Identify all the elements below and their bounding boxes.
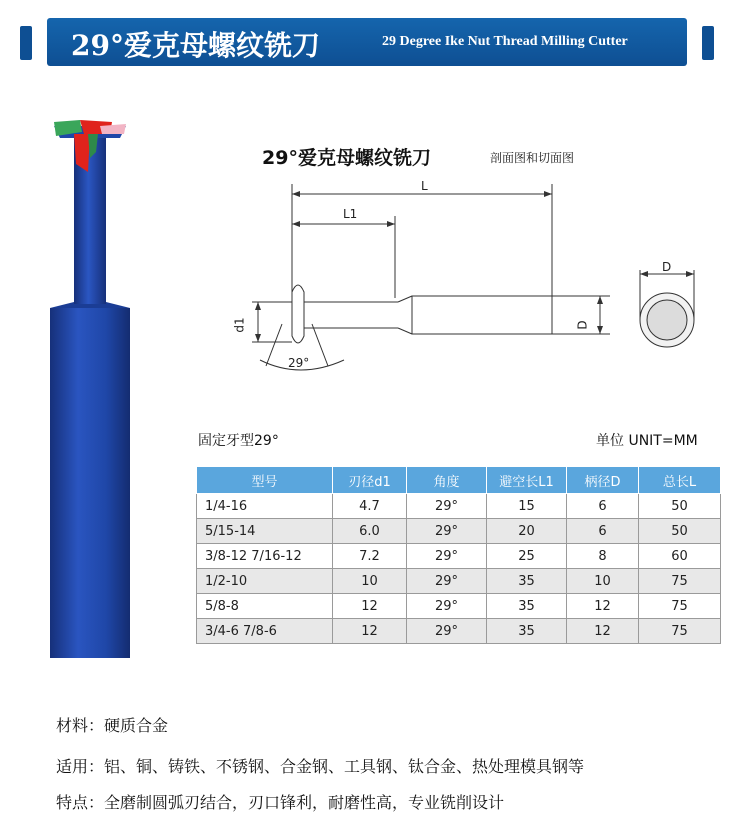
cell-L: 75 — [639, 569, 721, 594]
banner-left-tab — [20, 26, 32, 60]
header-d1: 刃径d1 — [333, 467, 407, 494]
cutter-shank — [50, 308, 130, 658]
cell-angle: 29° — [407, 519, 487, 544]
cell-model: 1/2-10 — [197, 569, 333, 594]
cutter-illustration — [40, 112, 135, 662]
cell-D: 12 — [567, 619, 639, 644]
header-angle: 角度 — [407, 467, 487, 494]
table-row — [197, 544, 721, 569]
cell-L: 75 — [639, 594, 721, 619]
drawing-caption: 剖面图和切面图 — [490, 151, 575, 165]
cell-L1: 25 — [487, 544, 567, 569]
cell-d1: 10 — [333, 569, 407, 594]
cell-angle: 29° — [407, 544, 487, 569]
cell-d1: 12 — [333, 619, 407, 644]
cell-d1: 4.7 — [333, 494, 407, 519]
banner-title: 29°爱克母螺纹铣刀 — [71, 29, 320, 62]
header-L: 总长L — [639, 467, 721, 494]
banner-right-tab — [702, 26, 714, 60]
fixed-profile-label: 固定牙型29° — [198, 433, 279, 449]
table-row — [197, 594, 721, 619]
cell-D: 10 — [567, 569, 639, 594]
dim-label-L: L — [421, 179, 428, 193]
header-L1: 避空长L1 — [487, 467, 567, 494]
cell-D: 6 — [567, 494, 639, 519]
cell-model: 3/8-12 7/16-12 — [197, 544, 333, 569]
cell-model: 1/4-16 — [197, 494, 333, 519]
cell-d1: 7.2 — [333, 544, 407, 569]
material-line: 材料：硬质合金 — [56, 716, 169, 735]
table-row — [197, 494, 721, 519]
cell-model: 5/15-14 — [197, 519, 333, 544]
table-header-row — [197, 467, 721, 494]
cell-angle: 29° — [407, 619, 487, 644]
header-model: 型号 — [197, 467, 333, 494]
cell-L1: 20 — [487, 519, 567, 544]
header-banner — [47, 18, 687, 66]
cell-D: 6 — [567, 519, 639, 544]
cell-L1: 35 — [487, 569, 567, 594]
drawing-title: 29°爱克母螺纹铣刀 — [262, 147, 431, 169]
features-line: 特点：全磨制圆弧刃结合，刃口锋利，耐磨性高，专业铣削设计 — [56, 793, 505, 812]
cell-angle: 29° — [407, 594, 487, 619]
cell-model: 5/8-8 — [197, 594, 333, 619]
cell-d1: 12 — [333, 594, 407, 619]
cell-L: 50 — [639, 519, 721, 544]
spec-table — [196, 466, 721, 644]
cell-L1: 15 — [487, 494, 567, 519]
cell-model: 3/4-6 7/8-6 — [197, 619, 333, 644]
table-row — [197, 569, 721, 594]
banner-subtitle: 29 Degree Ike Nut Thread Milling Cutter — [382, 34, 628, 49]
dim-label-D-circle: D — [662, 260, 672, 274]
cell-D: 12 — [567, 594, 639, 619]
table-row — [197, 619, 721, 644]
dim-label-angle: 29° — [288, 356, 310, 370]
cell-L: 50 — [639, 494, 721, 519]
dim-label-d1: d1 — [232, 317, 247, 333]
unit-label: 单位 UNIT=MM — [596, 433, 698, 449]
cell-L: 75 — [639, 619, 721, 644]
cell-D: 8 — [567, 544, 639, 569]
header-D: 柄径D — [567, 467, 639, 494]
cell-L: 60 — [639, 544, 721, 569]
cell-angle: 29° — [407, 494, 487, 519]
cell-L1: 35 — [487, 619, 567, 644]
table-row — [197, 519, 721, 544]
applicable-line: 适用：铝、铜、铸铁、不锈钢、合金钢、工具钢、钛合金、热处理模具钢等 — [56, 757, 585, 776]
dim-label-D-shank: D — [575, 320, 590, 330]
cell-d1: 6.0 — [333, 519, 407, 544]
cell-L1: 35 — [487, 594, 567, 619]
cell-angle: 29° — [407, 569, 487, 594]
dim-label-L1: L1 — [343, 207, 358, 221]
